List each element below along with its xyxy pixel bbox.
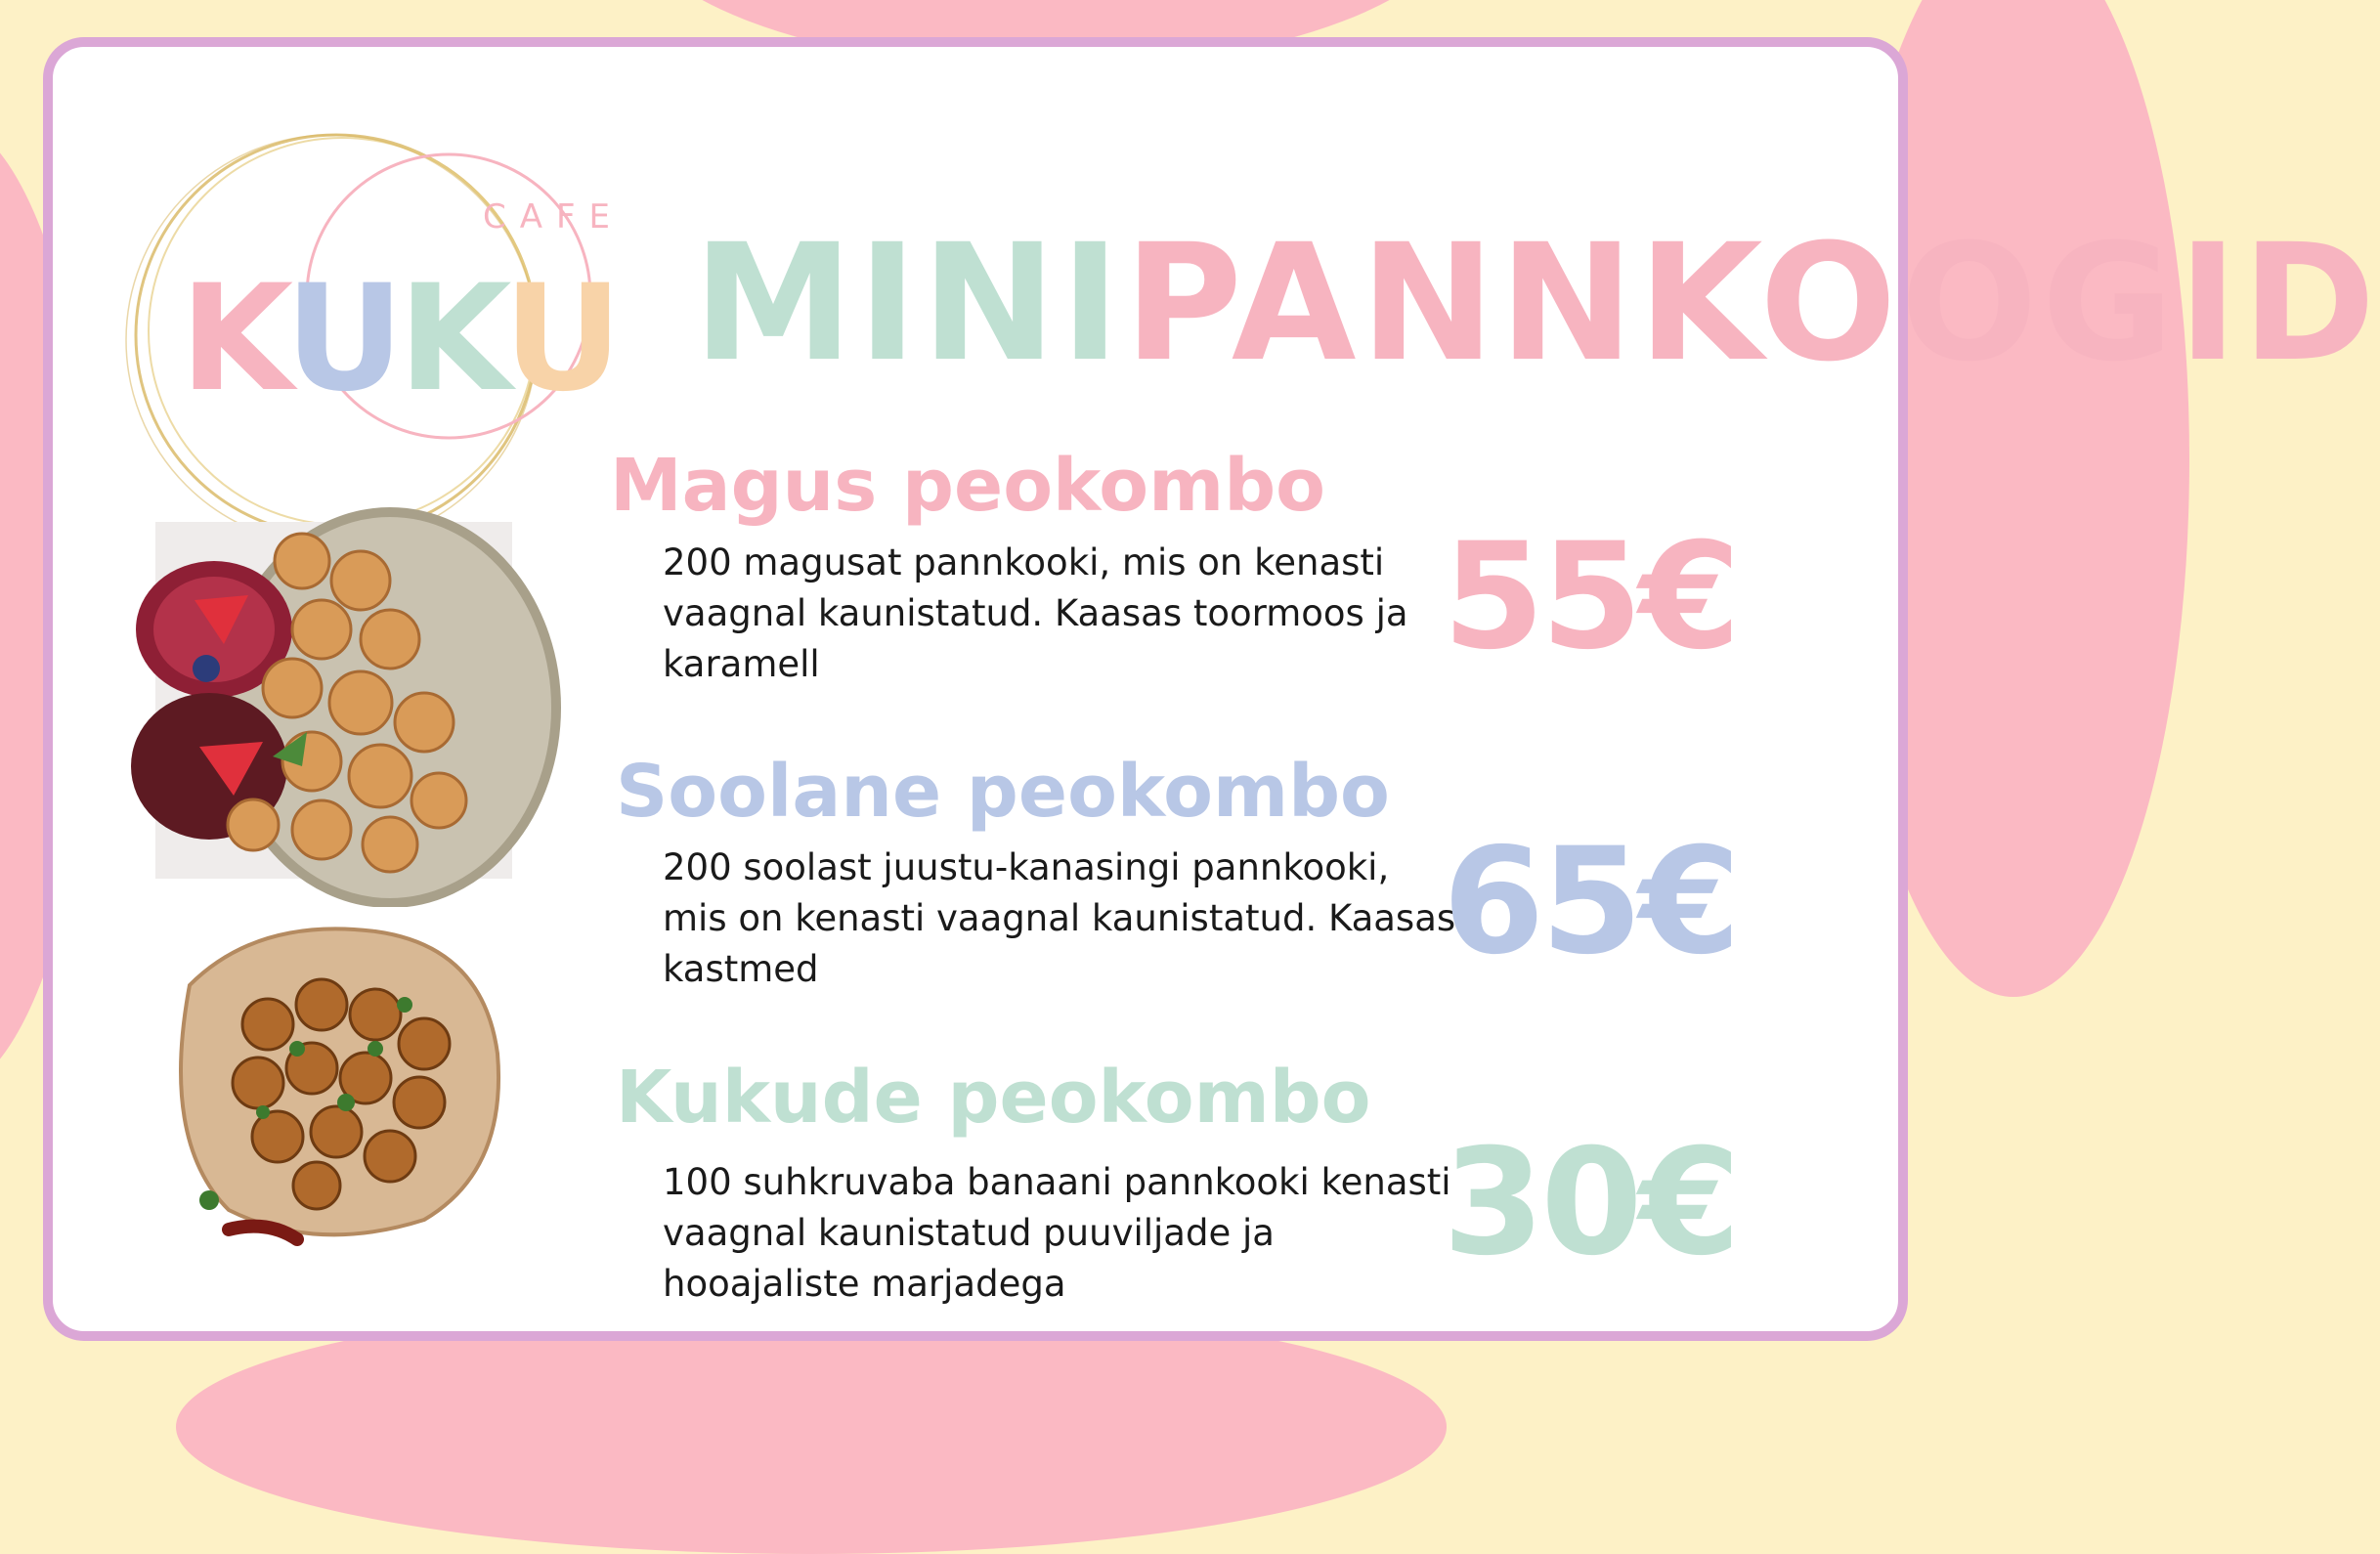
title-part-mini: MINI <box>693 209 1125 397</box>
item-description-soolane: 200 soolast juustu-kanasingi pannkooki, mis on kenasti vaagnal kaunistatud. Kaasas kastmed <box>663 846 1456 990</box>
svg-text:CAFE: CAFE <box>483 197 625 237</box>
item-description-magus: 200 magusat pannkooki, mis on kenasti vaagnal kaunistatud. Kaasas toormoos ja karamell <box>663 541 1408 685</box>
page-title <box>693 209 2380 397</box>
menu-card <box>43 37 2380 1341</box>
kuku-cafe-logo <box>111 91 659 550</box>
item-name-soolane: Soolane peokombo <box>616 750 1390 834</box>
item-name-kukude: Kukude peokombo <box>616 1056 1371 1140</box>
item-price-kukude: 30€ <box>1442 1118 1737 1288</box>
title-part-pannkoogid: PANNKOOGID <box>1124 209 2380 397</box>
item-name-magus: Magus peokombo <box>610 444 1326 528</box>
savory-pancakes-photo <box>151 907 512 1254</box>
item-price-soolane: 65€ <box>1442 817 1737 987</box>
svg-text:KUKU: KUKU <box>180 254 617 424</box>
item-price-magus: 55€ <box>1442 512 1737 682</box>
item-description-kukude: 100 suhkruvaba banaani pannkooki kenasti vaagnal kaunistatud puuviljade ja hooajaliste marjadega <box>663 1161 1451 1305</box>
sweet-pancakes-photo <box>155 522 512 879</box>
